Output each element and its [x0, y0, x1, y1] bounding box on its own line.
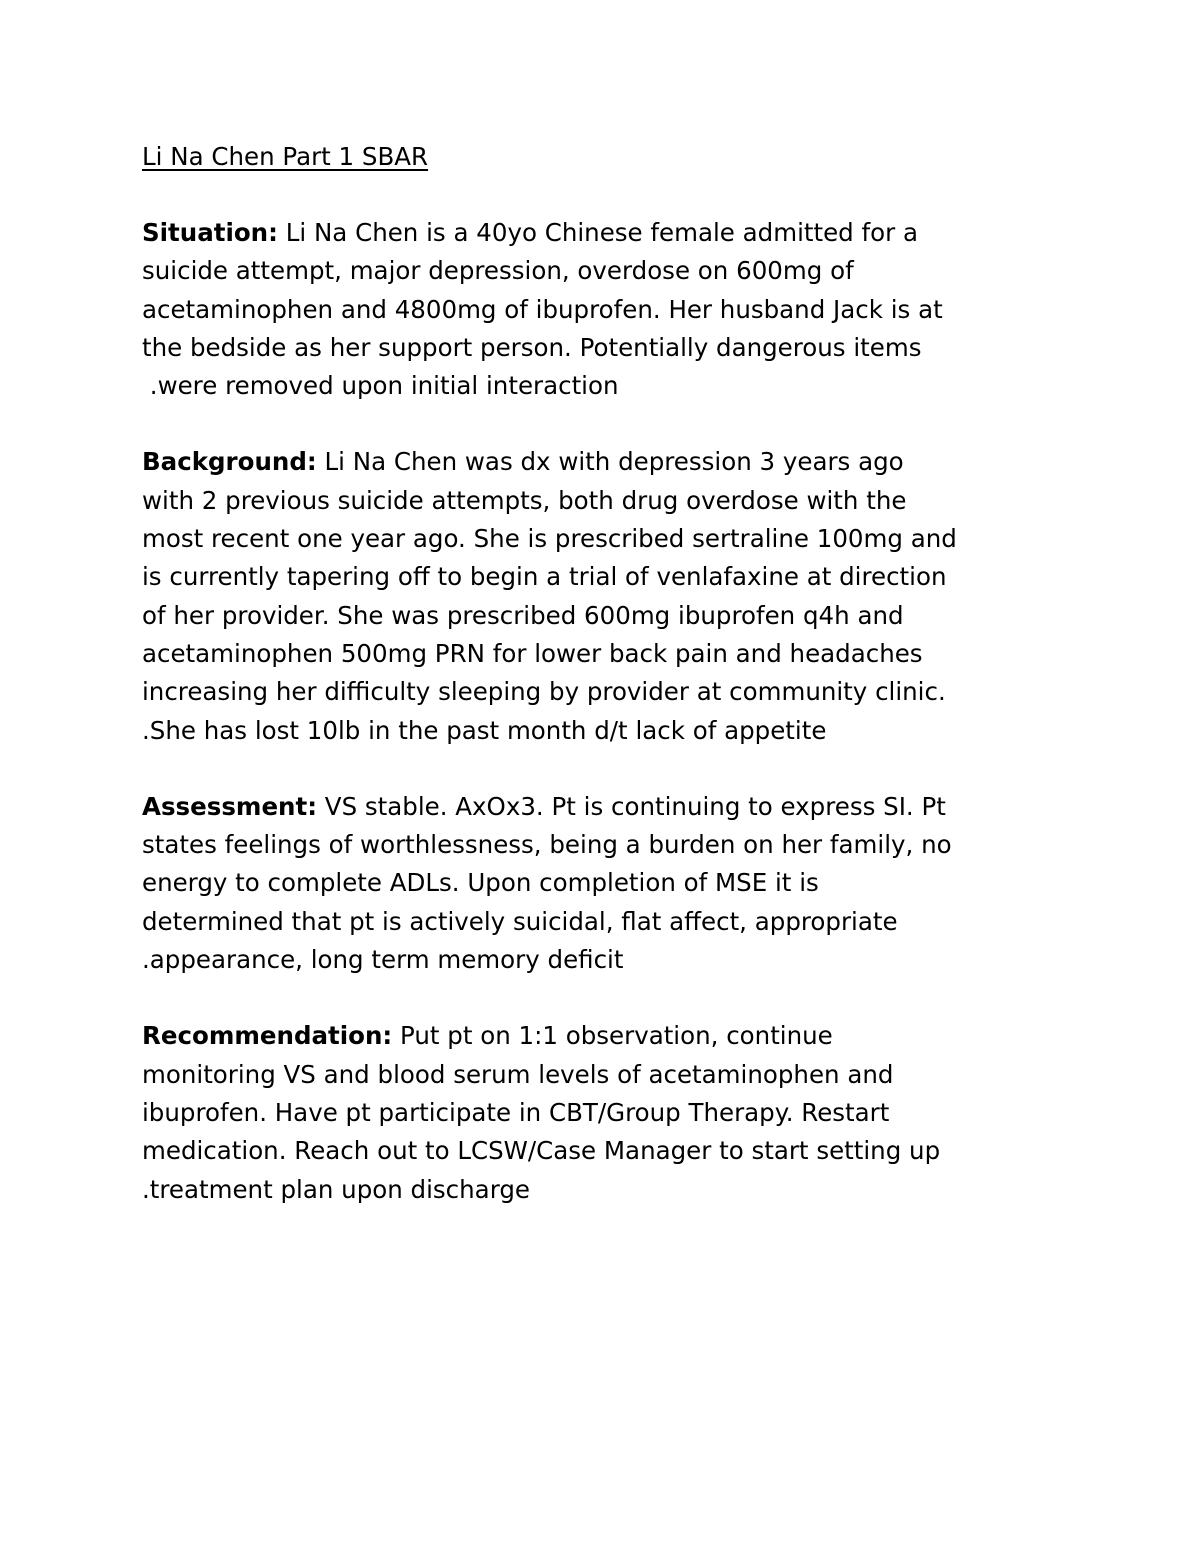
situation-line-2: suicide attempt, major depression, overdose on 600mg of	[142, 256, 854, 286]
situation-line-4: the bedside as her support person. Potentially dangerous items	[142, 332, 922, 362]
assessment-line-4: determined that pt is actively suicidal, flat affect, appropriate	[142, 906, 898, 936]
background-line-3: most recent one year ago. She is prescribed sertraline 100mg and	[142, 524, 957, 554]
situation-heading: Situation:	[142, 218, 278, 247]
recommendation-heading: Recommendation:	[142, 1021, 393, 1051]
background-line-2: with 2 previous suicide attempts, both drug overdose with the	[142, 485, 907, 515]
recommendation-text-1: Put pt on 1:1 observation, continue	[392, 1021, 833, 1051]
recommendation-line-3: ibuprofen. Have pt participate in CBT/Group Therapy. Restart	[142, 1097, 890, 1127]
recommendation-line-2: monitoring VS and blood serum levels of acetaminophen and	[142, 1059, 894, 1089]
document-page	[142, 138, 1062, 1247]
assessment-line-2: states feelings of worthlessness, being a burden on her family, no	[142, 830, 952, 860]
background-heading: Background:	[142, 447, 317, 477]
assessment-line-1	[142, 788, 1062, 826]
background-line-4: is currently tapering off to begin a trial of venlafaxine at direction	[142, 562, 947, 592]
background-section	[142, 443, 1062, 749]
background-line-1	[142, 443, 1062, 481]
recommendation-section	[142, 1017, 1062, 1208]
situation-section	[142, 214, 1062, 405]
background-line-6: acetaminophen 500mg PRN for lower back pain and headaches	[142, 638, 923, 668]
situation-line-5: .were removed upon initial interaction	[142, 371, 619, 401]
recommendation-line-5: .treatment plan upon discharge	[142, 1174, 530, 1204]
recommendation-line-1	[142, 1017, 1062, 1055]
assessment-line-3: energy to complete ADLs. Upon completion of MSE it is	[142, 868, 819, 898]
situation-line-3: acetaminophen and 4800mg of ibuprofen. Her husband Jack is at	[142, 294, 943, 324]
assessment-section	[142, 788, 1062, 979]
situation-text-1: Li Na Chen is a 40yo Chinese female admitted for a	[277, 218, 918, 247]
assessment-text-1: VS stable. AxOx3. Pt is continuing to express SI. Pt	[317, 791, 946, 821]
recommendation-line-4: medication. Reach out to LCSW/Case Manager to start setting up	[142, 1136, 941, 1166]
background-line-8: .She has lost 10lb in the past month d/t lack of appetite	[142, 715, 827, 745]
document-title: Li Na Chen Part 1 SBAR	[142, 142, 429, 171]
background-line-7: increasing her difficulty sleeping by provider at community clinic.	[142, 677, 946, 707]
background-line-5: of her provider. She was prescribed 600mg ibuprofen q4h and	[142, 600, 904, 630]
assessment-heading: Assessment:	[142, 791, 318, 821]
background-text-1: Li Na Chen was dx with depression 3 years ago	[316, 447, 904, 477]
assessment-line-5: .appearance, long term memory deficit	[142, 945, 624, 975]
situation-line-1	[142, 214, 1062, 252]
